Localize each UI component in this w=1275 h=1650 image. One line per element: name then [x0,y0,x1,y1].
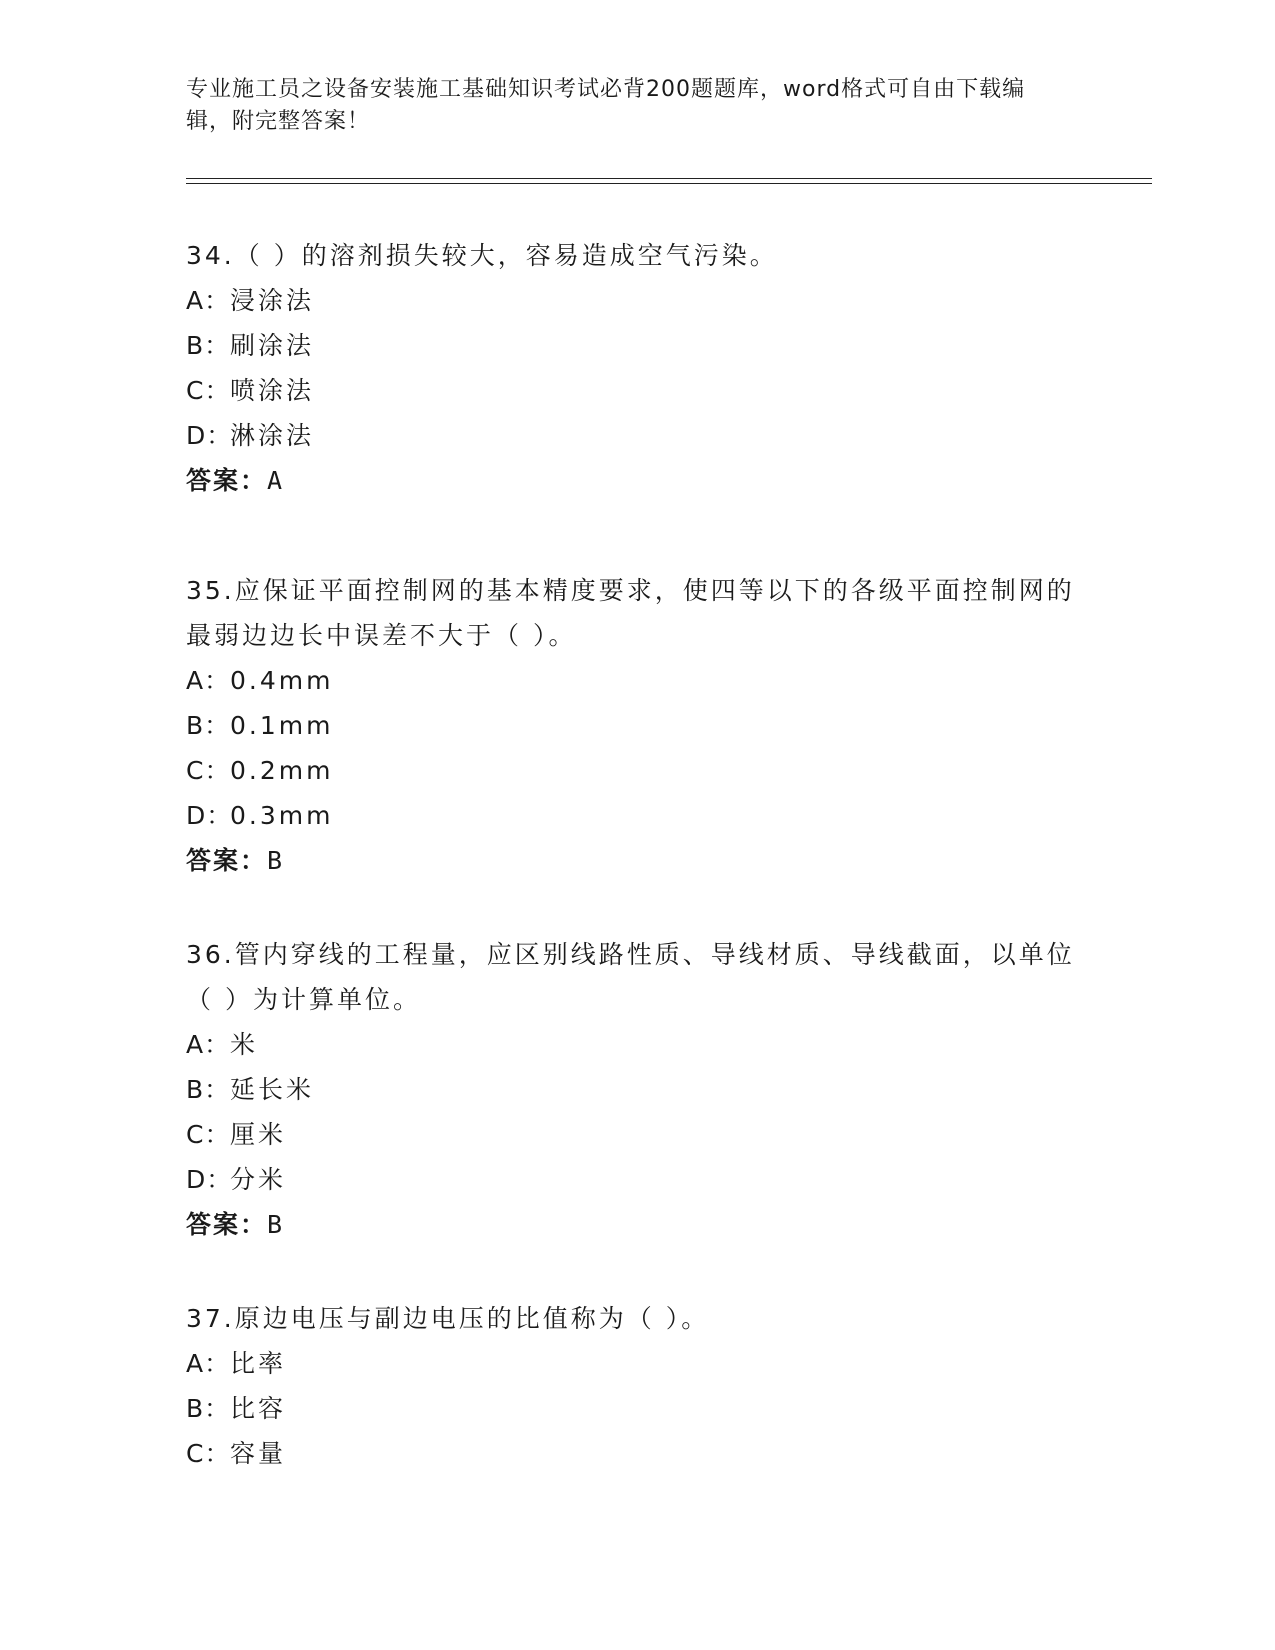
answer-label: 答案： [186,1210,268,1239]
option-letter: D： [186,801,233,830]
question-title: 37.原边电压与副边电压的比值称为（ ）。 [186,1304,710,1333]
option-b [186,323,1086,368]
option-letter: B： [186,1075,231,1104]
option-c [186,368,1086,413]
question-title: 35.应保证平面控制网的基本精度要求，使四等以下的各级平面控制网的最弱边边长中误差不大于（ ）。 [186,576,1075,650]
option-text: 厘米 [230,1120,287,1149]
answer-label: 答案： [186,466,268,495]
header-divider-bottom [186,183,1152,184]
question-title: 36.管内穿线的工程量，应区别线路性质、导线材质、导线截面，以单位（ ）为计算单位。 [186,940,1075,1014]
option-letter: D： [186,1165,233,1194]
option-text: 0.3mm [230,801,334,830]
header-divider-top [186,178,1152,179]
option-letter: A： [186,1030,231,1059]
option-letter: C： [186,756,231,785]
option-letter: C： [186,1439,231,1468]
option-letter: B： [186,1394,231,1423]
option-text: 米 [230,1030,259,1059]
option-text: 0.2mm [230,756,334,785]
option-text: 分米 [230,1165,287,1194]
option-a [186,278,1086,323]
option-letter: B： [186,331,231,360]
option-letter: A： [186,286,231,315]
option-a [186,1022,1086,1067]
option-letter: A： [186,1349,231,1378]
option-text: 0.1mm [230,711,334,740]
answer-line [186,458,1086,503]
question-34 [186,233,1086,503]
option-text: 喷涂法 [230,376,315,405]
document-header: 专业施工员之设备安装施工基础知识考试必背200题题库，word格式可自由下载编辑，附完整答案！ [186,77,1026,134]
option-text: 浸涂法 [230,286,315,315]
option-d [186,1157,1086,1202]
option-a [186,1341,1086,1386]
option-b [186,1386,1086,1431]
option-text: 容量 [230,1439,287,1468]
answer-value: B [267,1210,285,1239]
answer-line [186,1202,1086,1247]
option-text: 0.4mm [230,666,334,695]
option-c [186,748,1086,793]
answer-value: A [267,466,285,495]
option-a [186,658,1086,703]
question-37 [186,1296,1086,1476]
question-35 [186,568,1086,883]
option-letter: C： [186,1120,231,1149]
option-text: 比率 [230,1349,287,1378]
option-b [186,1067,1086,1112]
option-c [186,1431,1086,1476]
option-c [186,1112,1086,1157]
option-d [186,793,1086,838]
question-title: 34.（ ）的溶剂损失较大，容易造成空气污染。 [186,241,778,270]
option-text: 刷涂法 [230,331,315,360]
option-letter: D： [186,421,233,450]
question-36 [186,932,1086,1247]
option-letter: B： [186,711,231,740]
option-text: 淋涂法 [230,421,315,450]
option-letter: C： [186,376,231,405]
option-b [186,703,1086,748]
option-text: 延长米 [230,1075,315,1104]
option-d [186,413,1086,458]
answer-line [186,838,1086,883]
answer-value: B [267,846,285,875]
answer-label: 答案： [186,846,268,875]
option-text: 比容 [230,1394,287,1423]
option-letter: A： [186,666,231,695]
